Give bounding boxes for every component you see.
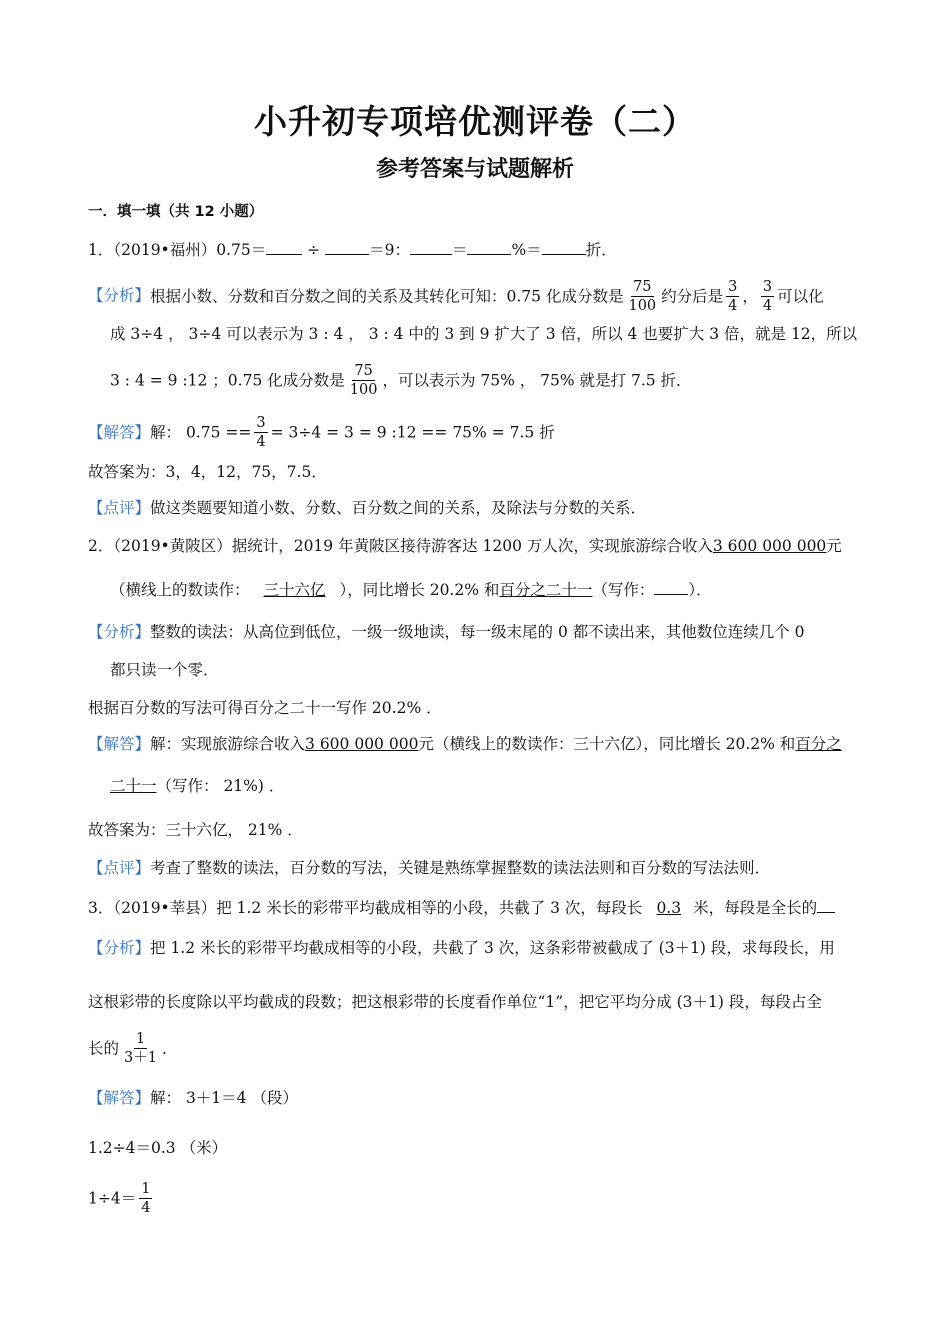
- q1-solution-text: = 3÷4 = 3 = 9 :12 == 75% = 7.5 折: [270, 423, 555, 442]
- q2-solution-text: （写作： 21%) ．: [156, 777, 285, 795]
- comment-tag: 【点评】: [88, 499, 151, 517]
- q1-op4: %＝: [511, 241, 542, 259]
- q1-blank-1: [266, 238, 302, 255]
- q3-analysis-text: 把 1.2 米长的彩带平均截成相等的小段，共截了 3 次，这条彩带被截成了 (3＋1) 段，求每段长，用: [150, 939, 835, 957]
- answer-tag: 【解答】: [88, 735, 151, 753]
- q3-analysis-text: 长的: [88, 1039, 120, 1058]
- q2-analysis-line-2: 都只读一个零．: [110, 661, 219, 679]
- q1-analysis-text: ，可以表示为 75% ， 75% 就是打 7.5 折．: [382, 371, 692, 390]
- q2-income-number: 3 600 000 000: [712, 537, 827, 555]
- q1-analysis-text: 约分后是: [661, 287, 724, 306]
- fraction-3-4: [761, 278, 774, 315]
- fraction-denominator: 4: [141, 1200, 151, 1216]
- q2-stem-text: ）．: [688, 581, 712, 599]
- q2-solution-text: 元（横线上的数读作：三十六亿），同比增长 20.2% 和: [418, 735, 796, 753]
- answer-tag: 【解答】: [88, 423, 151, 442]
- q2-income-number: 3 600 000 000: [305, 735, 419, 753]
- q1-blank-5: [542, 238, 586, 255]
- fraction-denominator: 3＋1: [124, 1050, 157, 1066]
- q3-blank: [817, 896, 835, 913]
- q2-blank: [654, 578, 688, 595]
- q2-underlined-text: 百分之二十一: [499, 581, 593, 599]
- comment-tag: 【点评】: [88, 859, 151, 877]
- q2-comment: [88, 858, 770, 878]
- fraction-denominator: 4: [728, 298, 738, 314]
- page-subtitle: 参考答案与试题解析: [375, 157, 574, 182]
- q1-analysis-line-3: [110, 362, 692, 399]
- q2-comment-text: 考查了整数的读法，百分数的写法，关键是熟练掌握整数的读法法则和百分数的写法法则．: [150, 859, 771, 877]
- q2-stem-line-1: [88, 536, 842, 556]
- q3-solution-line-2: 1.2÷4＝0.3 （米）: [88, 1139, 228, 1157]
- q3-analysis-line-2: 这根彩带的长度除以平均截成的段数；把这根彩带的长度看作单位“1”，把它平均分成 (3＋1) 段，每段占全: [88, 993, 822, 1011]
- q2-final-answer: 故答案为：三十六亿， 21% ．: [88, 821, 303, 839]
- q2-stem-line-2: [110, 578, 712, 600]
- q1-comment-text: 做这类题要知道小数、分数、百分数之间的关系，及除法与分数的关系．: [150, 499, 647, 517]
- q3-solution-line-3: [88, 1180, 155, 1217]
- q2-solution-text: 解：实现旅游综合收入: [150, 735, 306, 753]
- q3-analysis-text: ．: [161, 1039, 178, 1058]
- fraction-75-100: [626, 278, 658, 315]
- q2-stem-text: 元: [826, 537, 842, 555]
- q2-underlined-text: 二十一: [110, 777, 157, 795]
- q1-blank-3: [410, 238, 452, 255]
- fraction-numerator: 75: [633, 279, 652, 295]
- q1-analysis-text: 3 : 4 = 9 :12 ；0.75 化成分数是: [110, 371, 345, 390]
- fraction-numerator: 3: [256, 415, 266, 431]
- analysis-tag: 【分析】: [88, 939, 151, 957]
- fraction-numerator: 1: [141, 1181, 151, 1197]
- q2-analysis-line-3: 根据百分数的写法可得百分之二十一写作 20.2% ．: [88, 699, 442, 717]
- q2-underlined-text: 百分之: [795, 735, 842, 753]
- q1-tail: 折．: [585, 241, 617, 259]
- q3-analysis-line-3: [88, 1030, 177, 1067]
- section-heading: 一．填一填（共 12 小题）: [88, 204, 264, 220]
- q1-op1: ÷: [307, 241, 321, 259]
- fraction-3-4: [726, 278, 739, 315]
- q1-head: 1．（2019•福州）0.75＝: [88, 241, 267, 259]
- fraction-denominator: 100: [628, 298, 657, 314]
- q1-solution-text: 解： 0.75 ==: [150, 423, 252, 442]
- q3-stem-text: 3．（2019•莘县）把 1.2 米长的彩带平均截成相等的小段，共截了 3 次，每段长: [88, 899, 643, 917]
- q3-stem: [88, 896, 835, 918]
- q3-solution-text: 1÷4＝: [88, 1189, 137, 1208]
- q3-filled-blank: 0.3: [656, 899, 682, 917]
- fraction-numerator: 3: [728, 279, 738, 295]
- q1-comment: [88, 498, 646, 518]
- fraction-denominator: 4: [256, 434, 266, 450]
- fraction-75-100: [348, 362, 380, 399]
- q1-analysis-text: 根据小数、分数和百分数之间的关系及其转化可知：0.75 化成分数是: [150, 287, 624, 306]
- q1-op3: ＝: [451, 241, 468, 259]
- q3-solution-line-1: [88, 1088, 298, 1108]
- fraction-numerator: 3: [762, 279, 773, 295]
- q1-blank-4: [467, 238, 511, 255]
- fraction-1-over-3plus1: [122, 1030, 159, 1067]
- q2-solution-line-2: [110, 776, 284, 796]
- q1-analysis-text: ，: [742, 287, 758, 306]
- q2-stem-text: ），同比增长 20.2% 和: [339, 581, 500, 599]
- q2-stem-text: （写作：: [592, 581, 655, 599]
- q2-stem-text: 2．（2019•黄陂区）据统计，2019 年黄陂区接待游客达 1200 万人次，实现旅游综合收入: [88, 537, 713, 555]
- q1-solution: [88, 414, 555, 451]
- fraction-1-4: [139, 1180, 152, 1217]
- q2-analysis-text: 整数的读法：从高位到低位，一级一级地读，每一级末尾的 0 都不读出来，其他数位连续几个 0: [150, 623, 805, 641]
- fraction-numerator: 1: [135, 1031, 146, 1047]
- q1-blank-2: [325, 238, 369, 255]
- q3-stem-text: 米，每段是全长的: [693, 899, 818, 917]
- q2-stem-text: （横线上的数读作：: [110, 581, 250, 599]
- analysis-tag: 【分析】: [88, 286, 151, 305]
- fraction-denominator: 100: [349, 382, 378, 398]
- q2-filled-blank: 三十六亿: [263, 581, 326, 599]
- q2-solution-line-1: [88, 734, 842, 754]
- fraction-3-4: [254, 414, 267, 451]
- q3-solution-text: 解： 3＋1＝4 （段）: [150, 1089, 298, 1107]
- q1-final-answer: 故答案为：3，4，12，75，7.5．: [88, 463, 327, 481]
- fraction-numerator: 75: [354, 363, 373, 379]
- answer-tag: 【解答】: [88, 1089, 151, 1107]
- q1-analysis-text: 可以化: [777, 287, 824, 306]
- q1-op2: ＝9：: [369, 241, 410, 259]
- q3-analysis-line-1: [88, 938, 835, 958]
- q1-analysis-line-1: [88, 278, 824, 315]
- analysis-tag: 【分析】: [88, 623, 151, 641]
- q1-stem: [88, 238, 617, 260]
- q2-analysis-line-1: [88, 622, 805, 642]
- page-title: 小升初专项培优测评卷（二）: [254, 102, 696, 141]
- q1-analysis-line-2: 成 3÷4 ， 3÷4 可以表示为 3 : 4 ， 3 : 4 中的 3 到 9 扩大了 3 倍，所以 4 也要扩大 3 倍，就是 12，所以: [110, 325, 858, 343]
- fraction-denominator: 4: [762, 298, 773, 314]
